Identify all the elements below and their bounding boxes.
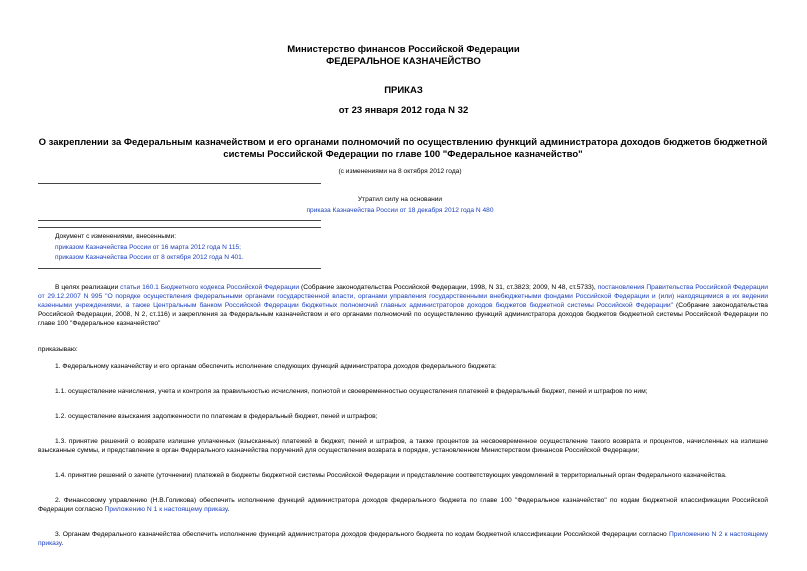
appendix-1-link[interactable]: Приложению N 1 к настоящему приказу [104,506,228,513]
expired-text: Утратил силу на основании [357,196,443,203]
intro-text: (Собрание законодательства Российской Федерации, 1998, N 31, ст.3823; 2009, N 48, ст.5733), [299,284,598,291]
item-2-text: . [227,506,230,513]
item-3 [38,530,768,548]
item-1-4: 1.4. принятие решений о зачете (уточнении) платежей в бюджеты бюджетной системы Российской Федерации и представление соответствующих уведомлений в территориальный орган Федерального казначейства. [55,472,727,479]
agency-name: ФЕДЕРАЛЬНОЕ КАЗНАЧЕЙСТВО [326,56,481,67]
amendment-link[interactable]: приказом Казначейства России от 16 марта 2012 года N 115; [55,243,242,251]
divider [38,227,321,228]
header [0,44,807,117]
expired-notice [250,195,550,215]
body [38,283,768,548]
government-decree-link[interactable]: постановления Правительства Российской Федерации от 29.12.2007 N 995 "О порядке осуществления федеральными органами государственной власти, органами управления государственными внебюджетными фондами Российской Федерации и (или) находящимися в их ведении казенными учреждениями, а также Центральным банком Российской Федерации бюджетных полномочий главных администраторов доходов бюджетов бюджетной системы Российской Федерации" [38,284,768,309]
doc-date: от 23 января 2012 года N 32 [338,105,469,116]
order-word: приказываю: [38,346,78,353]
expired-link[interactable]: приказа Казначейства России от 18 декабря 2012 года N 480 [306,207,494,214]
intro-text: (Собрание законодательства Российской Федерации, 2008, N 2, ст.116) и закрепления за Федеральным казначейством и его органами полномочий по осуществлению функций администратора доходов бюджетов бюджетной системы Российской Федерации по главе 100 "Федеральное казначейство" [38,302,768,327]
budget-code-link[interactable]: статьи 160.1 Бюджетного кодекса Российской Федерации [120,284,300,291]
amendment-link[interactable]: приказом Казначейства России от 8 октября 2012 года N 401. [55,254,244,261]
amendments-label: Документ с изменениями, внесенными: [55,233,177,240]
item-1-1: 1.1. осуществление начисления, учета и контроля за правильностью исчисления, полнотой и своевременностью осуществления платежей в федеральный бюджет, пеней и штрафов по ним; [55,388,648,395]
item-1: 1. Федеральному казначейству и его органам обеспечить исполнение следующих функций администратора доходов федерального бюджета: [55,363,497,370]
revision-note: (с изменениями на 8 октября 2012 года) [338,168,462,175]
item-3-text: . [61,540,64,547]
divider [38,183,321,184]
item-2-text: 2. Финансовому управлению (Н.В.Голикова) обеспечить исполнение функций администратора доходов федерального бюджета по главе 100 "Федеральное казначейство" по кодам бюджетной классификации Российской Федерации согласно [38,497,768,513]
item-3-text: 3. Органам Федерального казначейства обеспечить исполнение функций администратора доходов федерального бюджета по кодам бюджетной классификации Российской Федерации согласно [55,531,669,538]
doc-type: ПРИКАЗ [384,85,423,96]
intro-paragraph [38,283,768,328]
item-1-3: 1.3. принятие решений о возврате излишне уплаченных (взысканных) платежей в бюджет, пеней и штрафов, а также процентов за несвоевременное осуществление такого возврата и процентов, начисленных на излишне взысканные суммы, и представление в орган Федерального казначейства поручений для осуществления возврата в порядке, установленном Министерством финансов Российской Федерации; [38,438,768,454]
divider [38,268,321,269]
doc-title: О закреплении за Федеральным казначейством и его органами полномочий по осуществлению функций администратора доходов бюджетов бюджетной системы Российской Федерации по главе 100 "Федеральное казначейство" [38,137,768,160]
appendix-2-link[interactable]: Приложению N 2 к настоящему приказу [38,531,768,547]
item-2 [38,496,768,514]
item-1-2: 1.2. осуществление взыскания задолженности по платежам в федеральный бюджет, пеней и штрафов; [55,413,378,420]
ministry-name: Министерство финансов Российской Федерации [287,44,520,55]
divider [38,220,321,221]
intro-text: В целях реализации [55,284,121,291]
amendments-block [55,232,355,264]
